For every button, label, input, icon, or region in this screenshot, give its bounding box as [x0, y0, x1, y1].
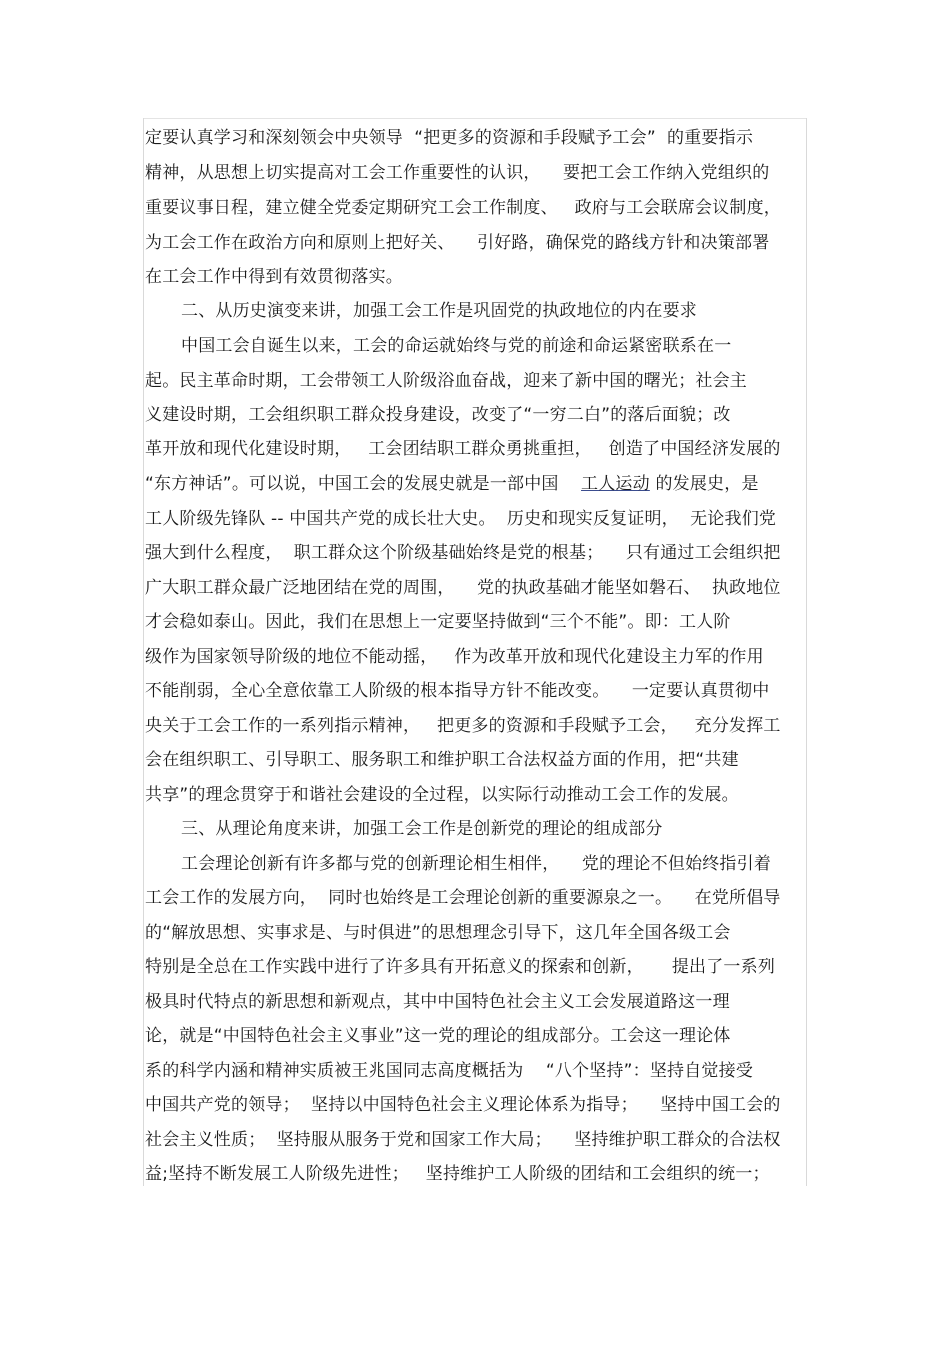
- text-segment: “东方神话”。可以说，中国工会的发展史就是一部中国: [145, 474, 582, 494]
- body-text-line: 社会主义性质； 坚持服从服务于党和国家工作大局； 坚持维护职工群众的合法权: [145, 1130, 781, 1150]
- body-text-line: 工人阶级先锋队 -- 中国共产党的成长壮大史。 历史和现实反复证明， 无论我们党: [145, 509, 777, 529]
- body-text-line: 广大职工群众最广泛地团结在党的周围， 党的执政基础才能坚如磐石、 执政地位: [145, 578, 781, 598]
- body-text-line: 强大到什么程度， 职工群众这个阶级基础始终是党的根基； 只有通过工会组织把: [145, 543, 781, 563]
- section-heading-3: 三、从理论角度来讲，加强工会工作是创新党的理论的组成部分: [181, 819, 663, 839]
- body-text-line: 起。民主革命时期，工会带领工人阶级浴血奋战，迎来了新中国的曙光；社会主: [145, 371, 747, 391]
- page-frame-top-border: [143, 118, 807, 119]
- workers-movement-link[interactable]: 工人运动: [581, 474, 650, 494]
- body-text-line: 特别是全总在工作实践中进行了许多具有开拓意义的探索和创新， 提出了一系列: [145, 957, 776, 977]
- body-text-line: 重要议事日程，建立健全党委定期研究工会工作制度、 政府与工会联席会议制度，: [145, 198, 782, 218]
- body-text-line: 才会稳如泰山。因此，我们在思想上一定要坚持做到“三个不能”。即：工人阶: [145, 612, 731, 632]
- section-heading-2: 二、从历史演变来讲，加强工会工作是巩固党的执政地位的内在要求: [181, 301, 697, 321]
- text-segment: 的发展史，是: [649, 474, 759, 494]
- body-text-line-with-link: [145, 473, 805, 495]
- paragraph-first-line: 工会理论创新有许多都与党的创新理论相生相伴， 党的理论不但始终指引着: [181, 854, 772, 874]
- body-text-line: 系的科学内涵和精神实质被王兆国同志高度概括为 “八个坚持”：坚持自觉接受: [145, 1061, 754, 1081]
- page-frame-right-border: [806, 118, 807, 1186]
- page-frame-left-border: [143, 118, 144, 1186]
- body-text-line: 益;坚持不断发展工人阶级先进性； 坚持维护工人阶级的团结和工会组织的统一；: [145, 1164, 770, 1184]
- body-text-line: 义建设时期，工会组织职工群众投身建设，改变了“一穷二白”的落后面貌；改: [145, 405, 731, 425]
- body-text-line: 的“解放思想、实事求是、与时俱进”的思想理念引导下，这几年全国各级工会: [145, 923, 731, 943]
- body-text-line: 为工会工作在政治方向和原则上把好关、 引好路，确保党的路线方针和决策部署: [145, 233, 770, 253]
- body-text-line: 工会工作的发展方向， 同时也始终是工会理论创新的重要源泉之一。 在党所倡导: [145, 888, 781, 908]
- body-text-line: 定要认真学习和深刻领会中央领导 “把更多的资源和手段赋予工会” 的重要指示: [145, 128, 754, 148]
- body-text-line: 共享”的理念贯穿于和谐社会建设的全过程，以实际行动推动工会工作的发展。: [145, 785, 739, 805]
- body-text-line: 不能削弱，全心全意依靠工人阶级的根本指导方针不能改变。 一定要认真贯彻中: [145, 681, 770, 701]
- body-text-line: 央关于工会工作的一系列指示精神， 把更多的资源和手段赋予工会， 充分发挥工: [145, 716, 781, 736]
- body-text-line: 极具时代特点的新思想和新观点，其中中国特色社会主义工会发展道路这一理: [145, 992, 730, 1012]
- body-text-line: 级作为国家领导阶级的地位不能动摇， 作为改革开放和现代化建设主力军的作用: [145, 647, 764, 667]
- body-text-line: 精神，从思想上切实提高对工会工作重要性的认识， 要把工会工作纳入党组织的: [145, 163, 770, 183]
- body-text-line: 会在组织职工、引导职工、服务职工和维护职工合法权益方面的作用，把“共建: [145, 750, 739, 770]
- body-text-line: 在工会工作中得到有效贯彻落实。: [145, 267, 403, 287]
- body-text-line: 论，就是“中国特色社会主义事业”这一党的理论的组成部分。工会这一理论体: [145, 1026, 731, 1046]
- body-text-line: 中国共产党的领导； 坚持以中国特色社会主义理论体系为指导； 坚持中国工会的: [145, 1095, 781, 1115]
- paragraph-first-line: 中国工会自诞生以来，工会的命运就始终与党的前途和命运紧密联系在一: [181, 336, 732, 356]
- body-text-line: 革开放和现代化建设时期， 工会团结职工群众勇挑重担， 创造了中国经济发展的: [145, 439, 781, 459]
